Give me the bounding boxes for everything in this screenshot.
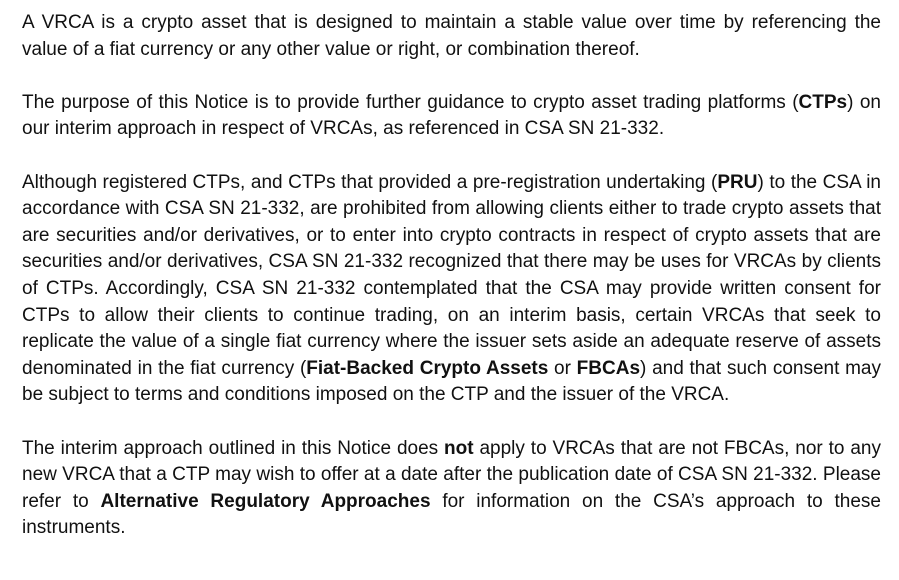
paragraph-text: or [548, 357, 577, 379]
paragraph-vrca-definition [22, 10, 881, 63]
paragraph-text: for information on the CSA’s approach to these instruments. [22, 490, 881, 539]
paragraph-text: ) and that such consent may be subject to terms and conditions imposed on the CTP and the issuer of the VRCA. [22, 357, 881, 406]
emphasis-not: not [444, 437, 474, 459]
defined-term-pru: PRU [717, 171, 758, 193]
paragraph-text: The purpose of this Notice is to provide further guidance to crypto asset trading platforms ( [22, 91, 799, 113]
paragraph-text: A VRCA is a crypto asset that is designed to maintain a stable value over time by referencing the value of a fiat currency or any other value or right, or combination thereof. [22, 12, 881, 60]
paragraph-interim-approach-scope [22, 436, 881, 542]
defined-term-fiat-backed-crypto-assets: Fiat-Backed Crypto Assets [306, 357, 549, 379]
paragraph-text: ) to the CSA in accordance with CSA SN 21-332, are prohibited from allowing clients either to trade crypto assets that are securities and/or derivatives, or to enter into crypto contracts in respect of crypto assets that are securities and/or derivatives, CSA SN 21-332 recognized that there may be uses for VRCAs by clients of CTPs. Accordingly, CSA SN 21-332 contemplated that the CSA may provide written consent for CTPs to allow their clients to continue trading, on an interim basis, certain VRCAs that seek to replicate the value of a single fiat currency where the issuer sets aside an adequate reserve of assets denominated in the fiat currency ( [22, 171, 881, 379]
paragraph-text: ) on our interim approach in respect of VRCAs, as referenced in CSA SN 21-332. [22, 91, 881, 140]
paragraph-ctp-background [22, 170, 881, 409]
paragraph-notice-purpose [22, 90, 881, 143]
defined-term-ctps: CTPs [798, 91, 848, 113]
alternative-regulatory-approaches-reference: Alternative Regulatory Approaches [100, 490, 431, 512]
document-body [22, 10, 881, 542]
paragraph-text: apply to VRCAs that are not FBCAs, nor to any new VRCA that a CTP may wish to offer at a date after the publication date of CSA SN 21-332. Please refer to [22, 437, 881, 512]
defined-term-fbcas: FBCAs [576, 357, 641, 379]
paragraph-text: The interim approach outlined in this Notice does [22, 437, 445, 459]
paragraph-text: Although registered CTPs, and CTPs that provided a pre-registration undertaking ( [22, 171, 718, 193]
